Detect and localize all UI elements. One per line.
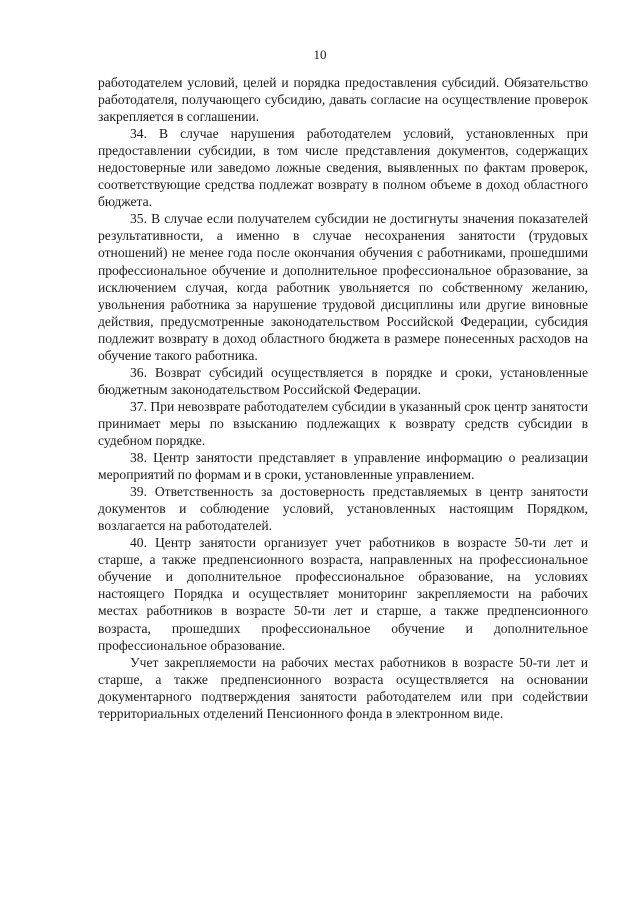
paragraph-36: 36. Возврат субсидий осуществляется в порядке и сроки, установленные бюджетным законодательством Российской Федерации. <box>98 364 588 397</box>
paragraph-continuation: работодателем условий, целей и порядка предоставления субсидий. Обязательство работодателя, получающего субсидию, давать согласие на осуществление проверок закрепляется в соглашении. <box>98 75 588 125</box>
paragraph-34: 34. В случае нарушения работодателем условий, установленных при предоставлении субсидии, в том числе представления документов, содержащих недостоверные или заведомо ложные сведения, выявленных по фактам проверок, соответствующие средства подлежат возврату в полном объеме в доход областного бюджета. <box>98 126 588 210</box>
page-number: 10 <box>313 47 327 62</box>
paragraph-37: 37. При невозврате работодателем субсидии в указанный срок центр занятости принимает меры по взысканию подлежащих к возврату средств субсидии в судебном порядке. <box>98 398 588 448</box>
paragraph-38: 38. Центр занятости представляет в управление информацию о реализации мероприятий по формам и в сроки, установленные управлением. <box>98 450 588 483</box>
paragraph-40-continuation: Учет закрепляемости на рабочих местах работников в возрасте 50-ти лет и старше, а также предпенсионного возраста осуществляется на основании документарного подтверждения занятости работодателем или при содействии территориальных отделений Пенсионного фонда в электронном виде. <box>98 654 588 721</box>
paragraph-39: 39. Ответственность за достоверность представляемых в центр занятости документов и соблюдение условий, установленных настоящим Порядком, возлагается на работодателей. <box>98 484 588 534</box>
document-body <box>98 74 588 722</box>
paragraph-35: 35. В случае если получателем субсидии не достигнуты значения показателей результативности, а именно в случае несохранения занятости (трудовых отношений) не менее года после окончания обучения с работниками, прошедшими профессиональное обучение и дополнительное профессиональное образование, за исключением случая, когда работник увольняется по собственному желанию, увольнения работника за нарушение трудовой дисциплины или другие виновные действия, предусмотренные законодательством Российской Федерации, субсидия подлежит возврату в доход областного бюджета в размере понесенных расходов на обучение такого работника. <box>98 211 588 363</box>
paragraph-40: 40. Центр занятости организует учет работников в возрасте 50-ти лет и старше, а также предпенсионного возраста, направленных на профессиональное обучение и дополнительное профессиональное образование, на условиях настоящего Порядка и осуществляет мониторинг закрепляемости на рабочих местах работников в возрасте 50-ти лет и старше, а также предпенсионного возраста, прошедших профессиональное обучение и дополнительное профессиональное образование. <box>98 535 588 653</box>
